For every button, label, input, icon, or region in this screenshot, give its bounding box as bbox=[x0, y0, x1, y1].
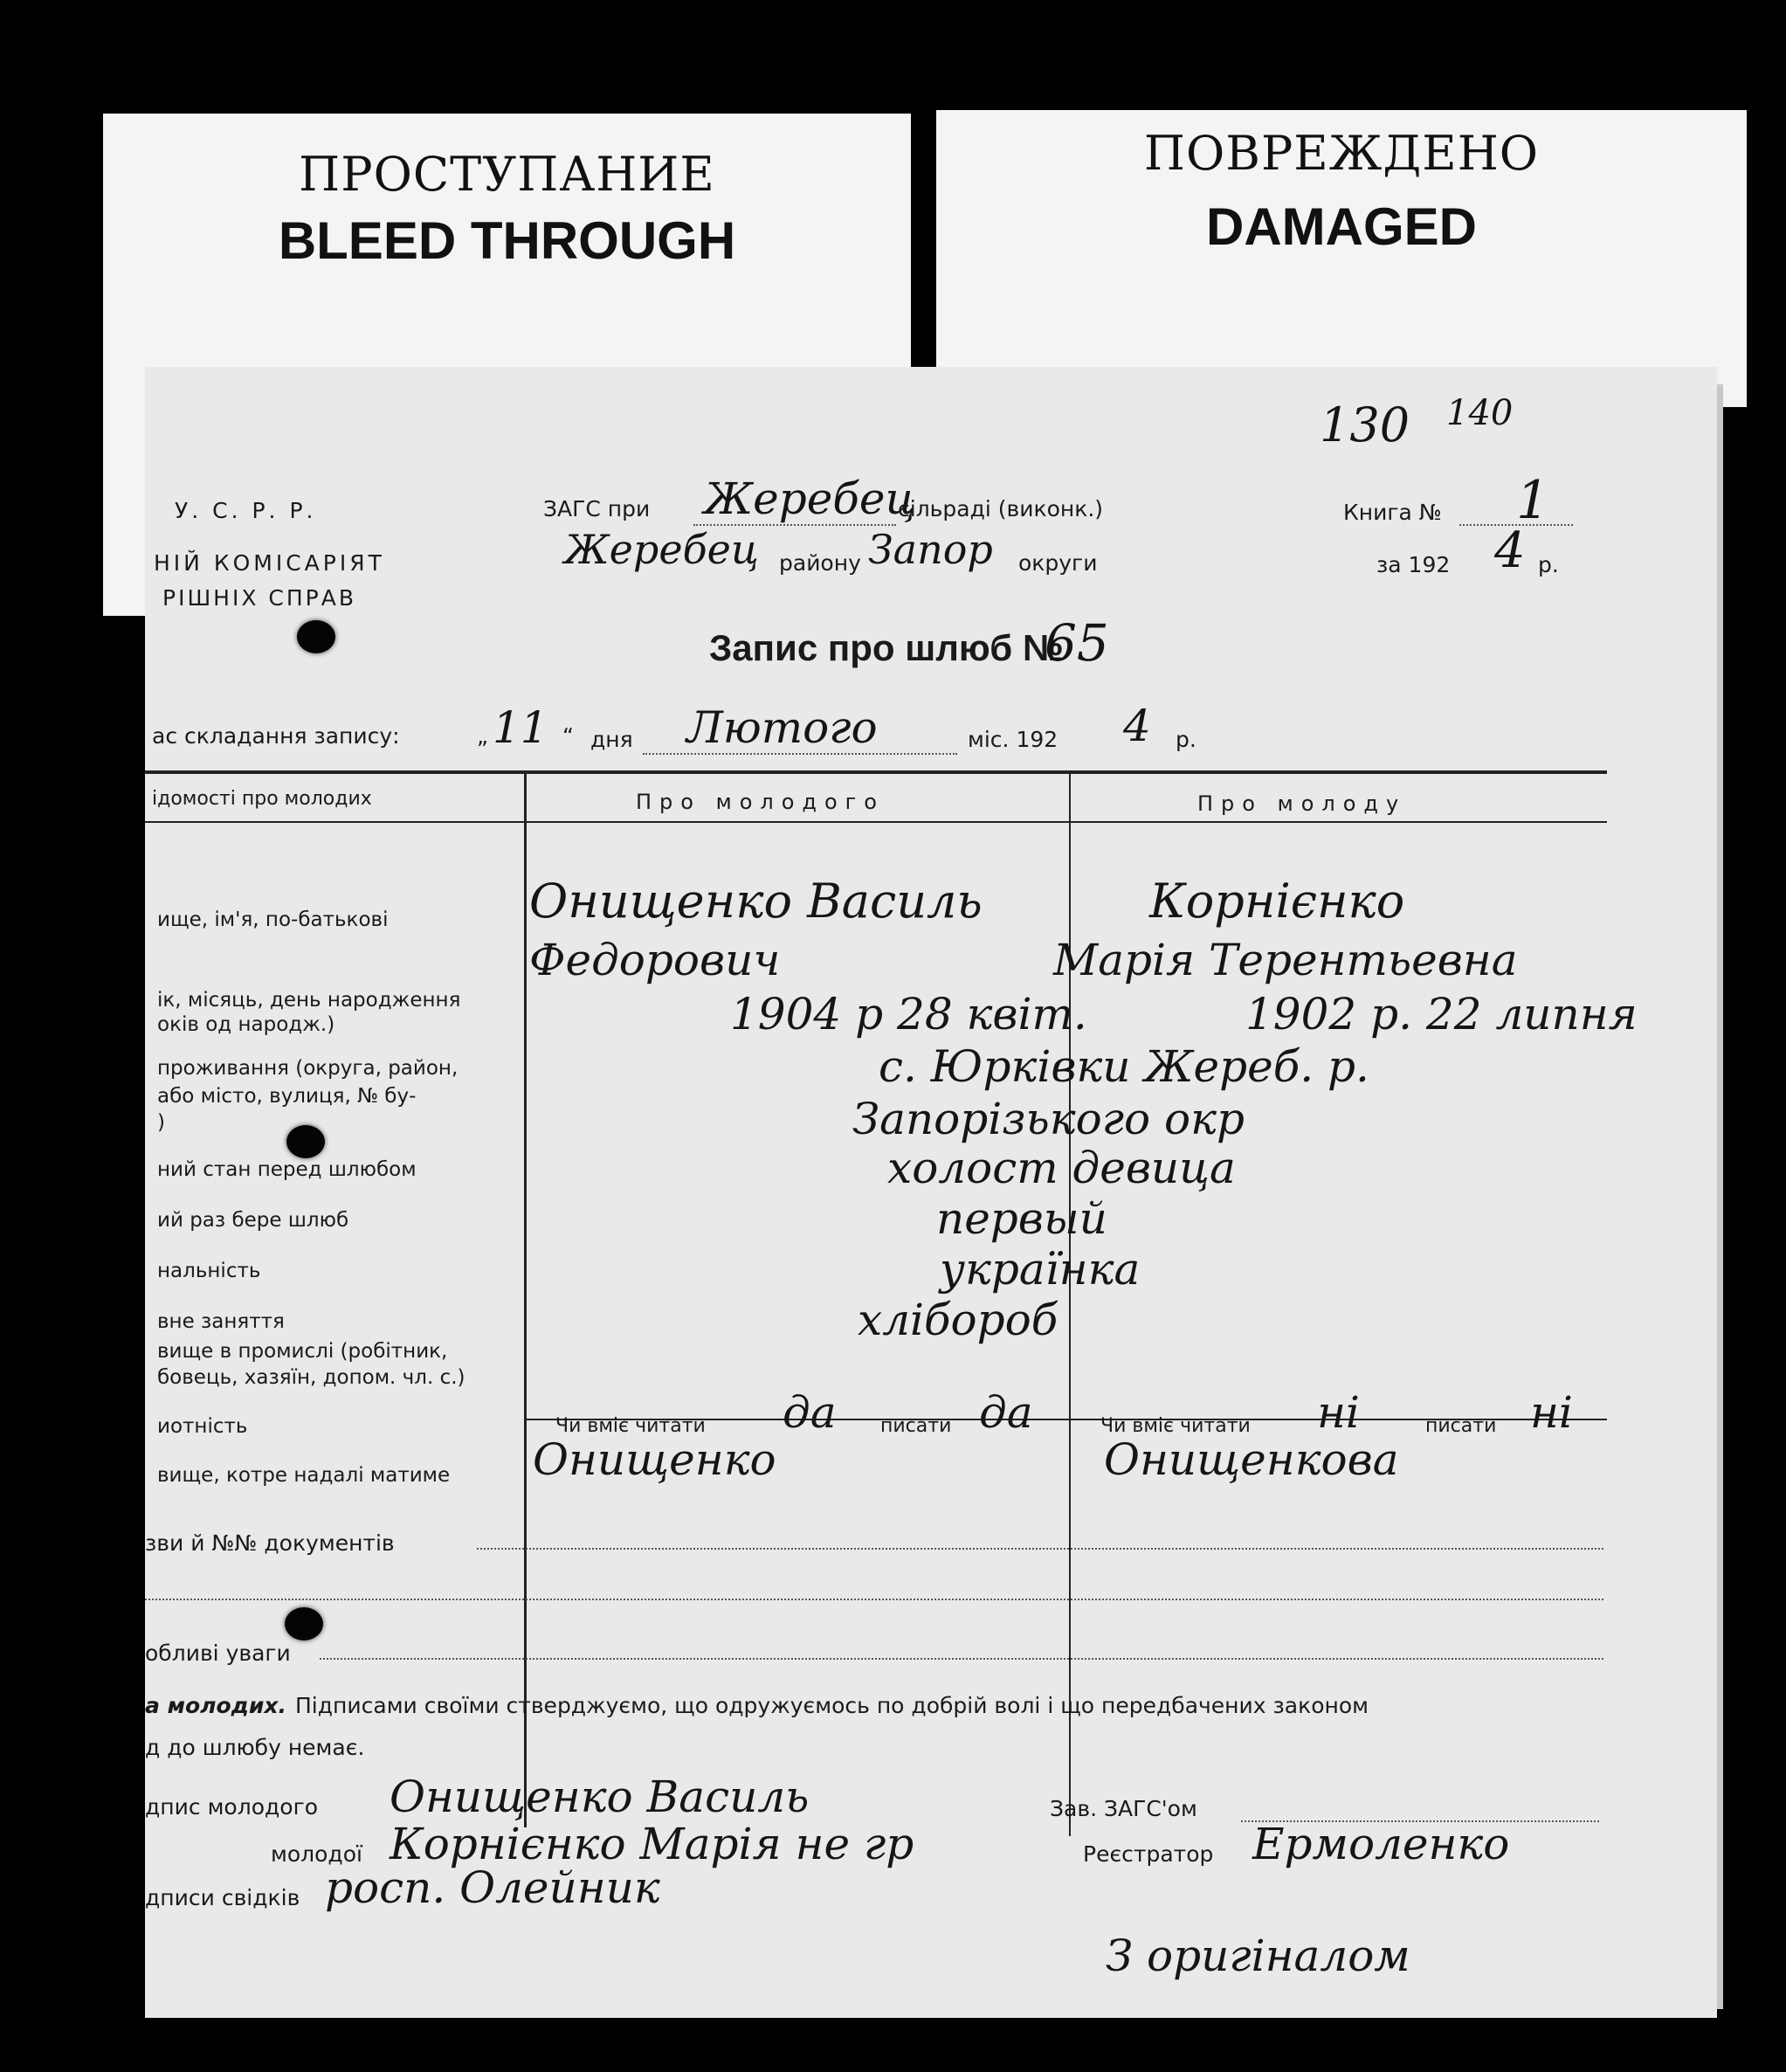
bride-birth: 1902 р. 22 липня bbox=[1245, 989, 1638, 1039]
column-header-bride: Про молоду bbox=[1197, 791, 1407, 816]
punch-hole bbox=[285, 1607, 323, 1640]
damaged-en: DAMAGED bbox=[1206, 197, 1477, 256]
bride-surname: Корнієнко bbox=[1149, 874, 1405, 929]
row-literacy: иотність bbox=[157, 1415, 248, 1438]
stamp-number: 130 bbox=[1320, 397, 1410, 452]
row-times: ий раз бере шлюб bbox=[157, 1209, 349, 1232]
district-label: району bbox=[779, 550, 861, 576]
column-header-info: ідомості про молодих bbox=[152, 788, 372, 810]
zags-head-label: Зав. ЗАГС'ом bbox=[1050, 1796, 1197, 1821]
row-residence-2: або місто, вулиця, № бу- bbox=[157, 1085, 417, 1108]
year-label: р. bbox=[1176, 727, 1196, 752]
table-head-rule bbox=[145, 821, 1607, 823]
documents-line bbox=[477, 1548, 1603, 1550]
column-divider-1 bbox=[524, 770, 527, 1827]
groom-patronymic: Федорович bbox=[529, 935, 781, 985]
row-surname-after: вище, котре надалі матиме bbox=[157, 1464, 451, 1487]
zags-council-label: сільраді (виконк.) bbox=[898, 496, 1104, 521]
row-residence-3: ) bbox=[157, 1111, 165, 1134]
residence-line-2: Запорізького окр bbox=[852, 1094, 1245, 1144]
row-occupation: вне заняття bbox=[157, 1310, 285, 1333]
quote-close: “ bbox=[562, 723, 574, 749]
damaged-label bbox=[936, 110, 1747, 407]
table-top-rule bbox=[145, 770, 1607, 774]
groom-birth: 1904 р 28 квіт. bbox=[730, 989, 1087, 1039]
documents-label: зви й №№ документів bbox=[145, 1530, 395, 1556]
nationality: українка bbox=[940, 1244, 1141, 1295]
year-suffix: р. bbox=[1538, 552, 1559, 577]
groom-name: Онищенко Василь bbox=[529, 874, 983, 929]
damaged-ru: ПОВРЕЖДЕНО bbox=[1143, 126, 1540, 181]
bride-write: ні bbox=[1530, 1387, 1573, 1438]
bride-signature: Корнієнко Марія не гр bbox=[390, 1819, 914, 1869]
groom-signature-label: дпис молодого bbox=[145, 1794, 319, 1820]
record-day: 11 bbox=[493, 702, 548, 753]
bride-surname-after: Онищенкова bbox=[1104, 1434, 1399, 1485]
groom-read-label: Чи вміє читати bbox=[555, 1415, 706, 1437]
witness-signature: росп. Олейник bbox=[325, 1862, 660, 1913]
groom-signature: Онищенко Василь bbox=[390, 1772, 810, 1822]
row-residence: проживання (округа, район, bbox=[157, 1057, 459, 1080]
okrug-name: Запор bbox=[868, 526, 993, 573]
punch-hole bbox=[286, 1125, 325, 1158]
date-label: ас складання запису: bbox=[152, 723, 400, 749]
book-number: 1 bbox=[1516, 470, 1550, 531]
book-label: Книга № bbox=[1343, 500, 1442, 525]
month-label: міс. 192 bbox=[968, 727, 1058, 752]
declaration-text: Підписами своїми стверджуємо, що одружуємось по добрій волі і що передбачених законом bbox=[295, 1693, 1369, 1718]
row-name: ище, ім'я, по-батькові bbox=[157, 908, 389, 931]
bleed-through-ru: ПРОСТУПАНИЕ bbox=[299, 147, 715, 202]
record-year: 4 bbox=[1123, 701, 1151, 751]
documents-line-2 bbox=[145, 1599, 1603, 1600]
marriage-record-form bbox=[145, 367, 1717, 2018]
row-marital: ний стан перед шлюбом bbox=[157, 1158, 417, 1181]
column-divider-2 bbox=[1069, 770, 1071, 1836]
year-prefix: за 192 bbox=[1376, 552, 1451, 577]
column-header-groom: Про молодого bbox=[636, 790, 885, 814]
declaration-lead: а молодих. bbox=[145, 1693, 286, 1718]
header-commissariat: НІЙ КОМІСАРІЯТ bbox=[154, 550, 385, 576]
remarks-label: обливі уваги bbox=[145, 1640, 291, 1666]
groom-read: да bbox=[783, 1387, 837, 1438]
month-underline bbox=[643, 753, 957, 755]
header-affairs: РІШНІХ СПРАВ bbox=[162, 585, 357, 611]
occupation: хлібороб bbox=[858, 1295, 1058, 1345]
marriage-count: первый bbox=[936, 1193, 1107, 1244]
header-ussr: У. С. Р. Р. bbox=[175, 498, 317, 523]
bride-read: ні bbox=[1317, 1387, 1360, 1438]
groom-surname-after: Онищенко bbox=[533, 1434, 776, 1485]
groom-write: да bbox=[979, 1387, 1033, 1438]
groom-write-label: писати bbox=[880, 1415, 952, 1437]
row-birth: ік, місяць, день народження bbox=[157, 989, 461, 1012]
book-year: 4 bbox=[1494, 522, 1526, 579]
bride-signature-label: молодої bbox=[271, 1841, 362, 1867]
zags-label: ЗАГС при bbox=[543, 496, 651, 521]
bride-given-names: Марія Терентьевна bbox=[1053, 935, 1518, 985]
certification-note: З оригіналом bbox=[1106, 1930, 1410, 1981]
zags-village: Жеребец bbox=[704, 473, 916, 524]
archive-number: 140 bbox=[1446, 393, 1514, 433]
registrar-label: Реєстратор bbox=[1083, 1841, 1214, 1867]
punch-hole bbox=[297, 620, 335, 653]
record-number: 65 bbox=[1045, 613, 1109, 673]
residence-line-1: с. Юрківки Жереб. р. bbox=[879, 1041, 1369, 1092]
remarks-line bbox=[320, 1658, 1603, 1660]
district-name: Жеребец bbox=[564, 526, 759, 573]
row-position: вище в промислі (робітник, bbox=[157, 1340, 448, 1363]
witness-label: дписи свідків bbox=[145, 1885, 300, 1910]
bride-write-label: писати bbox=[1425, 1415, 1497, 1437]
record-title: Запис про шлюб № bbox=[709, 627, 1064, 668]
bleed-through-en: BLEED THROUGH bbox=[278, 211, 736, 270]
registrar-signature: Ермоленко bbox=[1252, 1819, 1510, 1869]
marital-status: холост девица bbox=[887, 1143, 1236, 1193]
declaration-text-2: д до шлюбу немає. bbox=[145, 1735, 365, 1760]
bride-read-label: Чи вміє читати bbox=[1100, 1415, 1251, 1437]
row-nationality: нальність bbox=[157, 1260, 261, 1282]
quote-open: „ bbox=[477, 723, 488, 749]
row-birth-age: оків од народж.) bbox=[157, 1013, 335, 1036]
okrug-label: округи bbox=[1018, 550, 1098, 576]
record-month: Лютого bbox=[686, 702, 878, 753]
day-label: дня bbox=[590, 727, 633, 752]
row-position-2: бовець, хазяїн, допом. чл. с.) bbox=[157, 1366, 465, 1389]
